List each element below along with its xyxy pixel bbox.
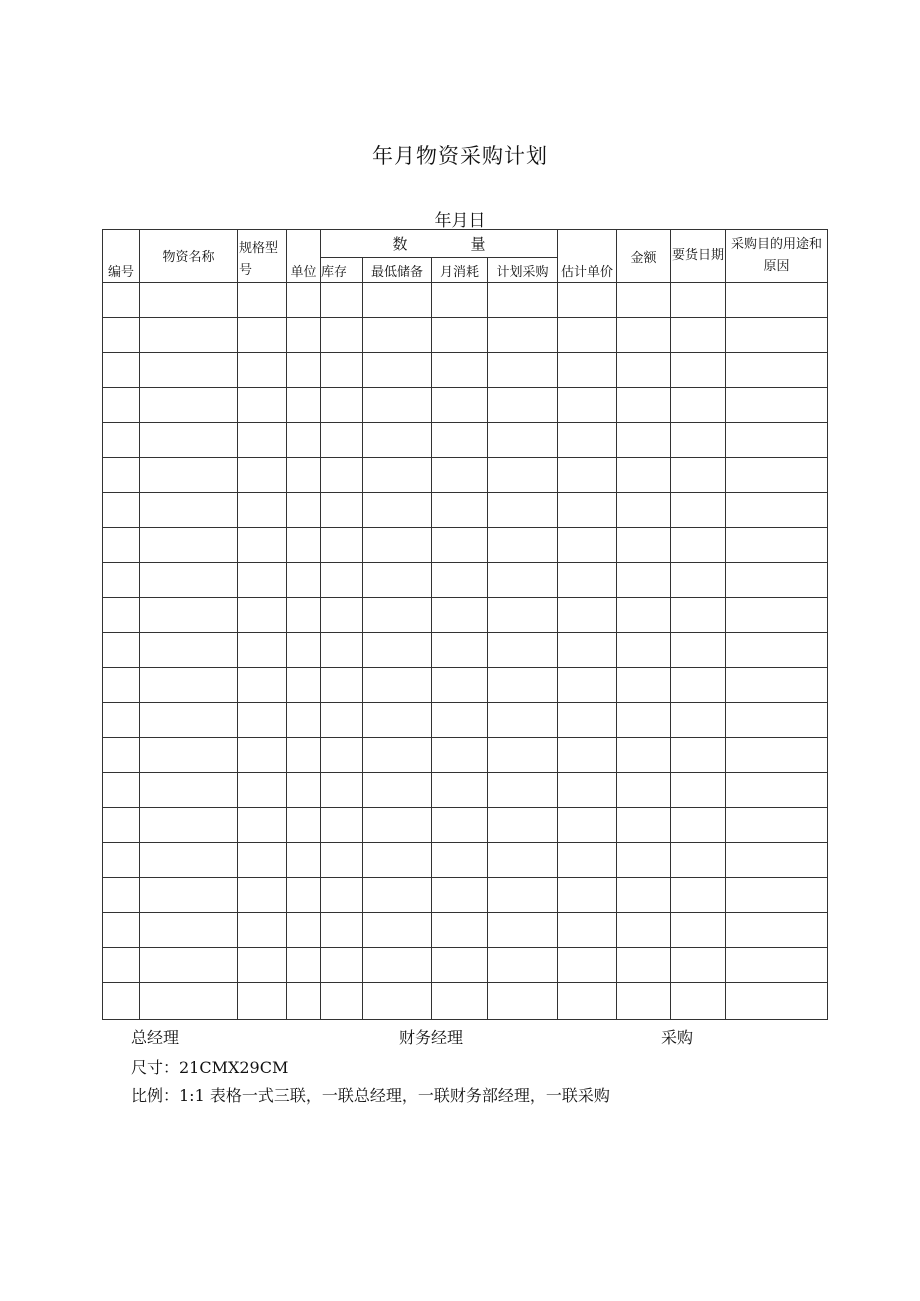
table-cell bbox=[726, 563, 828, 598]
table-cell bbox=[617, 528, 671, 563]
table-cell bbox=[726, 668, 828, 703]
table-cell bbox=[671, 318, 726, 353]
table-cell bbox=[103, 983, 140, 1020]
table-cell bbox=[363, 738, 432, 773]
table-cell bbox=[617, 738, 671, 773]
table-cell bbox=[488, 528, 558, 563]
table-row bbox=[103, 773, 828, 808]
table-row bbox=[103, 808, 828, 843]
table-cell bbox=[617, 633, 671, 668]
table-cell bbox=[671, 913, 726, 948]
table-cell bbox=[363, 843, 432, 878]
table-cell bbox=[321, 318, 363, 353]
table-cell bbox=[103, 458, 140, 493]
table-cell bbox=[726, 493, 828, 528]
table-cell bbox=[321, 633, 363, 668]
table-cell bbox=[363, 283, 432, 318]
table-cell bbox=[238, 528, 287, 563]
table-cell bbox=[103, 878, 140, 913]
table-cell bbox=[287, 703, 321, 738]
table-cell bbox=[671, 808, 726, 843]
table-cell bbox=[617, 668, 671, 703]
table-cell bbox=[558, 703, 617, 738]
table-cell bbox=[363, 913, 432, 948]
table-cell bbox=[726, 388, 828, 423]
table-cell bbox=[103, 528, 140, 563]
table-cell bbox=[617, 843, 671, 878]
table-cell bbox=[287, 633, 321, 668]
table-cell bbox=[488, 563, 558, 598]
table-cell bbox=[488, 353, 558, 388]
table-cell bbox=[103, 773, 140, 808]
table-cell bbox=[432, 388, 488, 423]
table-cell bbox=[488, 808, 558, 843]
table-cell bbox=[140, 878, 238, 913]
table-cell bbox=[238, 388, 287, 423]
table-cell bbox=[287, 948, 321, 983]
table-cell bbox=[558, 668, 617, 703]
table-cell bbox=[238, 913, 287, 948]
table-cell bbox=[363, 878, 432, 913]
table-cell bbox=[321, 948, 363, 983]
table-cell bbox=[432, 668, 488, 703]
table-cell bbox=[726, 878, 828, 913]
table-cell bbox=[321, 703, 363, 738]
header-planned-purchase: 计划采购 bbox=[488, 258, 558, 283]
table-cell bbox=[238, 948, 287, 983]
table-cell bbox=[558, 948, 617, 983]
table-cell bbox=[617, 703, 671, 738]
table-cell bbox=[617, 948, 671, 983]
table-cell bbox=[238, 493, 287, 528]
table-cell bbox=[321, 563, 363, 598]
table-cell bbox=[726, 843, 828, 878]
table-cell bbox=[432, 913, 488, 948]
table-cell bbox=[488, 283, 558, 318]
table-cell bbox=[238, 773, 287, 808]
signature-finance-manager: 财务经理 bbox=[399, 1028, 464, 1047]
table-cell bbox=[238, 598, 287, 633]
table-cell bbox=[726, 633, 828, 668]
table-cell bbox=[238, 283, 287, 318]
table-cell bbox=[103, 738, 140, 773]
header-id: 编号 bbox=[103, 230, 140, 283]
table-cell bbox=[140, 983, 238, 1020]
table-cell bbox=[558, 388, 617, 423]
table-cell bbox=[287, 598, 321, 633]
table-cell bbox=[321, 983, 363, 1020]
table-cell bbox=[140, 318, 238, 353]
table-cell bbox=[103, 493, 140, 528]
table-cell bbox=[671, 493, 726, 528]
table-cell bbox=[140, 773, 238, 808]
table-cell bbox=[140, 458, 238, 493]
table-cell bbox=[558, 633, 617, 668]
table-cell bbox=[726, 318, 828, 353]
table-cell bbox=[238, 318, 287, 353]
table-cell bbox=[432, 808, 488, 843]
table-cell bbox=[558, 738, 617, 773]
table-cell bbox=[488, 423, 558, 458]
header-purpose: 采购目的用途和原因 bbox=[726, 230, 828, 283]
table-cell bbox=[488, 983, 558, 1020]
table-cell bbox=[287, 563, 321, 598]
table-cell bbox=[321, 493, 363, 528]
table-row bbox=[103, 983, 828, 1020]
table-cell bbox=[287, 773, 321, 808]
table-cell bbox=[363, 563, 432, 598]
table-row bbox=[103, 528, 828, 563]
table-cell bbox=[432, 598, 488, 633]
table-cell bbox=[558, 913, 617, 948]
table-cell bbox=[671, 423, 726, 458]
table-cell bbox=[617, 773, 671, 808]
table-cell bbox=[488, 703, 558, 738]
table-cell bbox=[488, 913, 558, 948]
table-cell bbox=[432, 318, 488, 353]
table-cell bbox=[488, 458, 558, 493]
table-cell bbox=[140, 948, 238, 983]
table-cell bbox=[432, 283, 488, 318]
table-cell bbox=[432, 353, 488, 388]
table-cell bbox=[671, 353, 726, 388]
table-cell bbox=[558, 353, 617, 388]
table-cell bbox=[432, 703, 488, 738]
header-stock: 库存 bbox=[321, 258, 363, 283]
table-cell bbox=[140, 563, 238, 598]
table-cell bbox=[671, 983, 726, 1020]
table-row bbox=[103, 283, 828, 318]
table-cell bbox=[238, 458, 287, 493]
header-min-reserve: 最低储备 bbox=[363, 258, 432, 283]
table-cell bbox=[103, 388, 140, 423]
table-cell bbox=[287, 493, 321, 528]
table-cell bbox=[238, 353, 287, 388]
table-cell bbox=[558, 493, 617, 528]
table-cell bbox=[617, 388, 671, 423]
table-cell bbox=[558, 563, 617, 598]
table-cell bbox=[287, 388, 321, 423]
note-size: 尺寸：21CMX29CM bbox=[131, 1058, 289, 1077]
table-cell bbox=[103, 948, 140, 983]
header-spec: 规格型号 bbox=[238, 230, 287, 283]
table-cell bbox=[432, 493, 488, 528]
table-cell bbox=[103, 598, 140, 633]
table-cell bbox=[671, 878, 726, 913]
table-cell bbox=[671, 843, 726, 878]
table-cell bbox=[321, 808, 363, 843]
table-cell bbox=[363, 528, 432, 563]
table-cell bbox=[488, 598, 558, 633]
table-cell bbox=[287, 458, 321, 493]
table-cell bbox=[238, 563, 287, 598]
table-cell bbox=[321, 738, 363, 773]
table-cell bbox=[617, 913, 671, 948]
table-cell bbox=[140, 703, 238, 738]
table-cell bbox=[140, 843, 238, 878]
table-cell bbox=[726, 703, 828, 738]
table-row bbox=[103, 878, 828, 913]
table-cell bbox=[488, 318, 558, 353]
table-cell bbox=[726, 283, 828, 318]
table-cell bbox=[321, 668, 363, 703]
table-row bbox=[103, 948, 828, 983]
table-cell bbox=[617, 458, 671, 493]
table-cell bbox=[617, 493, 671, 528]
table-cell bbox=[321, 283, 363, 318]
table-cell bbox=[321, 388, 363, 423]
table-cell bbox=[558, 423, 617, 458]
table-cell bbox=[671, 773, 726, 808]
table-cell bbox=[558, 983, 617, 1020]
table-cell bbox=[363, 353, 432, 388]
table-cell bbox=[103, 808, 140, 843]
signature-purchasing: 采购 bbox=[661, 1028, 694, 1047]
header-name: 物资名称 bbox=[140, 230, 238, 283]
table-cell bbox=[287, 668, 321, 703]
table-row bbox=[103, 318, 828, 353]
table-cell bbox=[558, 843, 617, 878]
table-cell bbox=[103, 318, 140, 353]
table-cell bbox=[140, 353, 238, 388]
page-title: 年月物资采购计划 bbox=[372, 144, 548, 168]
table-cell bbox=[238, 738, 287, 773]
header-quantity-a: 数 bbox=[392, 235, 408, 254]
table-cell bbox=[103, 668, 140, 703]
table-cell bbox=[363, 633, 432, 668]
table-cell bbox=[103, 843, 140, 878]
table-cell bbox=[363, 948, 432, 983]
table-row bbox=[103, 843, 828, 878]
table-cell bbox=[671, 703, 726, 738]
header-quantity-b: 量 bbox=[470, 235, 486, 254]
table-row bbox=[103, 738, 828, 773]
table-cell bbox=[726, 598, 828, 633]
table-cell bbox=[103, 703, 140, 738]
table-cell bbox=[321, 773, 363, 808]
table-row bbox=[103, 423, 828, 458]
table-cell bbox=[363, 773, 432, 808]
table-cell bbox=[671, 598, 726, 633]
table-cell bbox=[617, 423, 671, 458]
table-cell bbox=[363, 493, 432, 528]
table-cell bbox=[287, 843, 321, 878]
table-cell bbox=[432, 983, 488, 1020]
table-cell bbox=[363, 388, 432, 423]
table-cell bbox=[363, 668, 432, 703]
table-cell bbox=[671, 458, 726, 493]
table-cell bbox=[432, 563, 488, 598]
table-cell bbox=[238, 668, 287, 703]
table-cell bbox=[287, 983, 321, 1020]
table-cell bbox=[321, 528, 363, 563]
table-cell bbox=[103, 563, 140, 598]
table-cell bbox=[321, 353, 363, 388]
table-cell bbox=[140, 633, 238, 668]
table-cell bbox=[558, 283, 617, 318]
table-cell bbox=[671, 563, 726, 598]
table-cell bbox=[726, 913, 828, 948]
table-cell bbox=[363, 318, 432, 353]
table-cell bbox=[488, 633, 558, 668]
table-cell bbox=[671, 668, 726, 703]
table-cell bbox=[432, 458, 488, 493]
table-cell bbox=[321, 598, 363, 633]
table-cell bbox=[558, 458, 617, 493]
table-cell bbox=[140, 283, 238, 318]
table-cell bbox=[726, 423, 828, 458]
table-cell bbox=[617, 878, 671, 913]
table-cell bbox=[558, 598, 617, 633]
table-cell bbox=[558, 318, 617, 353]
table-cell bbox=[432, 528, 488, 563]
table-cell bbox=[363, 808, 432, 843]
table-cell bbox=[238, 983, 287, 1020]
table-cell bbox=[726, 458, 828, 493]
table-cell bbox=[321, 423, 363, 458]
table-cell bbox=[140, 388, 238, 423]
table-cell bbox=[558, 808, 617, 843]
table-cell bbox=[287, 878, 321, 913]
table-cell bbox=[363, 598, 432, 633]
table-cell bbox=[617, 983, 671, 1020]
header-delivery-date: 要货日期 bbox=[671, 230, 726, 283]
table-cell bbox=[287, 283, 321, 318]
table-cell bbox=[140, 598, 238, 633]
table-cell bbox=[321, 458, 363, 493]
table-cell bbox=[238, 633, 287, 668]
date-line: 年月日 bbox=[434, 211, 486, 231]
table-cell bbox=[726, 808, 828, 843]
table-cell bbox=[558, 878, 617, 913]
table-cell bbox=[488, 843, 558, 878]
header-monthly-use: 月消耗 bbox=[432, 258, 488, 283]
table-cell bbox=[726, 528, 828, 563]
table-cell bbox=[558, 528, 617, 563]
table-cell bbox=[617, 563, 671, 598]
table-cell bbox=[363, 458, 432, 493]
table-cell bbox=[238, 843, 287, 878]
table-cell bbox=[432, 878, 488, 913]
table-row bbox=[103, 668, 828, 703]
table-cell bbox=[287, 423, 321, 458]
table-cell bbox=[488, 878, 558, 913]
table-cell bbox=[432, 423, 488, 458]
table-cell bbox=[321, 843, 363, 878]
table-row bbox=[103, 353, 828, 388]
table-cell bbox=[363, 703, 432, 738]
table-cell bbox=[671, 738, 726, 773]
table-cell bbox=[488, 493, 558, 528]
table-cell bbox=[671, 528, 726, 563]
table-cell bbox=[726, 948, 828, 983]
table-cell bbox=[140, 493, 238, 528]
table-row bbox=[103, 458, 828, 493]
table-cell bbox=[617, 598, 671, 633]
table-cell bbox=[287, 318, 321, 353]
table-cell bbox=[432, 948, 488, 983]
table-cell bbox=[488, 948, 558, 983]
table-cell bbox=[671, 633, 726, 668]
table-cell bbox=[671, 283, 726, 318]
table-cell bbox=[103, 913, 140, 948]
table-cell bbox=[726, 738, 828, 773]
table-cell bbox=[287, 808, 321, 843]
table-cell bbox=[617, 353, 671, 388]
table-cell bbox=[287, 913, 321, 948]
table-cell bbox=[140, 668, 238, 703]
table-cell bbox=[287, 353, 321, 388]
table-cell bbox=[103, 423, 140, 458]
table-cell bbox=[140, 913, 238, 948]
table-cell bbox=[726, 353, 828, 388]
table-cell bbox=[140, 738, 238, 773]
note-ratio: 比例：1:1 表格一式三联，一联总经理，一联财务部经理，一联采购 bbox=[131, 1086, 610, 1105]
table-cell bbox=[287, 738, 321, 773]
table-row bbox=[103, 633, 828, 668]
table-cell bbox=[726, 773, 828, 808]
header-quantity-group bbox=[321, 230, 558, 258]
table-cell bbox=[103, 283, 140, 318]
table-row bbox=[103, 703, 828, 738]
table-cell bbox=[363, 423, 432, 458]
purchase-plan-table bbox=[102, 229, 828, 1020]
table-cell bbox=[617, 318, 671, 353]
table-cell bbox=[238, 878, 287, 913]
table-cell bbox=[238, 423, 287, 458]
table-cell bbox=[432, 738, 488, 773]
table-cell bbox=[671, 388, 726, 423]
table-cell bbox=[488, 773, 558, 808]
table-cell bbox=[432, 843, 488, 878]
table-cell bbox=[617, 283, 671, 318]
table-cell bbox=[617, 808, 671, 843]
table-cell bbox=[103, 353, 140, 388]
table-cell bbox=[287, 528, 321, 563]
header-price: 估计单价 bbox=[558, 230, 617, 283]
table-cell bbox=[321, 913, 363, 948]
table-cell bbox=[488, 388, 558, 423]
table-cell bbox=[488, 668, 558, 703]
table-cell bbox=[140, 528, 238, 563]
table-cell bbox=[363, 983, 432, 1020]
table-cell bbox=[238, 703, 287, 738]
table-cell bbox=[726, 983, 828, 1020]
table-cell bbox=[140, 808, 238, 843]
signature-general-manager: 总经理 bbox=[131, 1028, 180, 1047]
table-cell bbox=[671, 948, 726, 983]
table-cell bbox=[558, 773, 617, 808]
table-cell bbox=[103, 633, 140, 668]
table-row bbox=[103, 388, 828, 423]
table-cell bbox=[432, 633, 488, 668]
header-unit: 单位 bbox=[287, 230, 321, 283]
table-cell bbox=[321, 878, 363, 913]
table-row bbox=[103, 493, 828, 528]
table-row bbox=[103, 563, 828, 598]
table-cell bbox=[488, 738, 558, 773]
header-amount: 金额 bbox=[617, 230, 671, 283]
table-cell bbox=[432, 773, 488, 808]
table-row bbox=[103, 913, 828, 948]
table-row bbox=[103, 598, 828, 633]
table-cell bbox=[140, 423, 238, 458]
table-cell bbox=[238, 808, 287, 843]
